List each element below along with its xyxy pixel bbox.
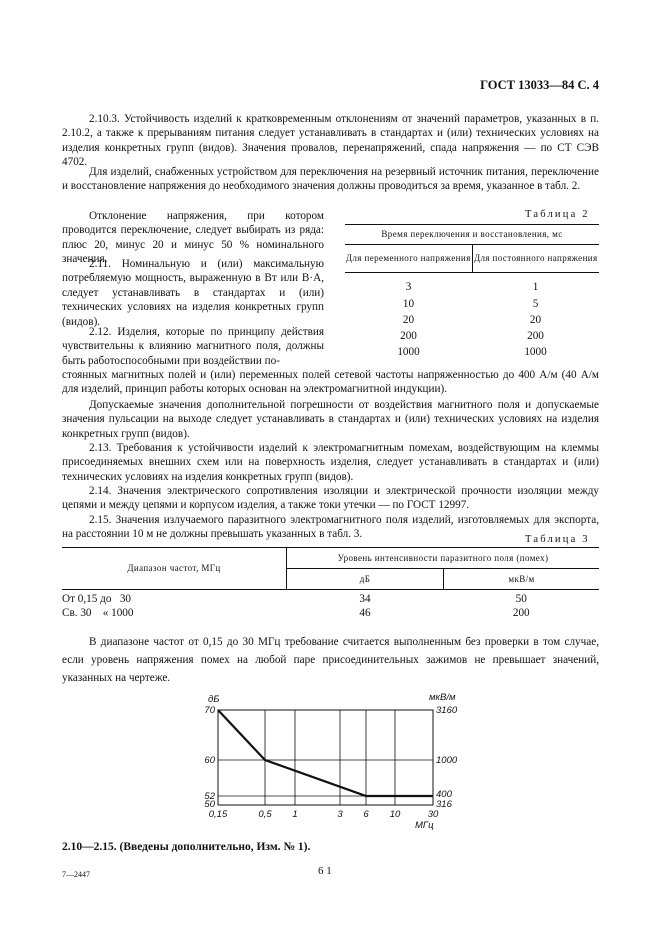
paragraph-reserve-source: Для изделий, снабженных устройством для переключения на резервный источник питания, переключение и восстановление напряжения до необходимого значения должны проводиться за время, указанное в табл. 2. (62, 166, 599, 193)
table2-cell: 3 (405, 280, 412, 293)
table2-cell: 1000 (397, 345, 420, 358)
page-number: 6 1 (318, 865, 332, 877)
table2-cell: 10 (402, 297, 415, 310)
table2-cell: 200 (400, 329, 417, 342)
table3-freq-cell: От 0,15 до 30 (62, 593, 132, 605)
table2-col-ac: Для переменного напряжения (345, 245, 472, 273)
table3-uv-cell: 50 (515, 593, 527, 605)
page-header: ГОСТ 13033—84 С. 4 (480, 78, 599, 92)
table3-db-cell: 46 (359, 607, 371, 620)
y-left-tick-label: 60 (204, 755, 215, 766)
paragraph-magnetic-errors: Допускаемые значения дополнительной погрешности от воздействия магнитного поля и допускаемые значения пульсации на выходе следует устанавливать в стандартах и (или) технических условиях на изделия конкретных групп (видов). (62, 399, 599, 440)
footer-code: 7—2447 (62, 870, 90, 879)
x-tick-label: 0,5 (258, 809, 272, 820)
paragraph-2-14: 2.14. Значения электрического сопротивления изоляции и электрической прочности изоляции между цепями и между цепями и корпусом изделия, а также токи утечки — по ГОСТ 12997. (62, 485, 599, 512)
paragraph-2-10-3: 2.10.3. Устойчивость изделий к кратковременным отклонениям от значений параметров, указанных в п. 2.10.2, а также к прерываниям питания следует устанавливать в стандартах и (или) технических условиях на изделия конкретных групп (видов). Значения провалов, перенапряжений, спада напряжения — по СТ СЭВ 4702. (62, 113, 599, 169)
x-axis-label: МГц (415, 820, 434, 830)
table2-cell: 5 (532, 297, 539, 310)
y-right-tick-label: 400 (436, 789, 452, 800)
interference-chart (190, 690, 480, 830)
y-right-tick-label: 3160 (436, 705, 458, 716)
table2-cell: 20 (529, 313, 542, 326)
y-right-tick-label: 316 (436, 799, 452, 810)
y-right-axis-label: мкВ/м (429, 692, 456, 703)
y-right-tick-label: 1000 (436, 755, 458, 766)
paragraph-2-12-end: стоянных магнитных полей и (или) переменных полей сетевой частоты напряженностью до 400 А/м (40 А/м для изделий, принцип работы которых основан на электромагнитной индукции). (62, 369, 599, 396)
table2-cell: 200 (527, 329, 544, 342)
x-tick-label: 3 (337, 809, 343, 820)
table3-db-cell: 34 (359, 593, 371, 605)
x-tick-label: 30 (427, 809, 439, 820)
table3-uv-cell: 200 (512, 607, 530, 620)
paragraph-2-13: 2.13. Требования к устойчивости изделий к электромагнитным помехам, воздействующим на клеммы присоединяемых внешних схем или на поверхность изделия, следует устанавливать в стандартах и (или) технических условиях на изделия конкретных групп (видов). (62, 442, 599, 483)
table2-title: Время переключения и восстановления, мс (381, 229, 563, 239)
table3-caption: Таблица 3 (525, 534, 590, 545)
paragraph-2-15: 2.15. Значения излучаемого паразитного электромагнитного поля изделий, изготовляемых для экспорта, на расстоянии 10 м не должны превышать указанных в табл. 3. (62, 514, 599, 541)
paragraph-deviation: Отклонение напряжения, при котором проводится переключение, следует выбирать из ряда: плюс 20, минус 20 и минус 50 % номинального значения. (62, 210, 324, 266)
y-left-tick-label: 50 (204, 799, 215, 810)
table3-col-uv: мкВ/м (508, 573, 535, 584)
paragraph-2-11: 2.11. Номинальную и (или) максимальную потребляемую мощность, выраженную в Вт или В·А, следует устанавливать в стандартах и (или) технических условиях на изделия конкретных групп (видов). (62, 258, 324, 328)
paragraph-frequency-range: В диапазоне частот от 0,15 до 30 МГц требование считается выполненным без проверки в том случае, если уровень напряжения помех на любой паре присоединительных зажимов не превышает значений, указанных на чертеже. (62, 636, 599, 684)
table2-cell: 20 (402, 313, 415, 326)
y-left-axis-label: дБ (208, 694, 220, 705)
table2-col-dc: Для постоянного напряжения (473, 253, 598, 263)
table2 (345, 224, 599, 360)
table3-col-level: Уровень интенсивности паразитного поля (помех) (287, 548, 600, 569)
amendment-text: 2.10—2.15. (Введены дополнительно, Изм. № 1). (62, 841, 311, 853)
table3-col-db: дБ (287, 569, 444, 590)
chart-series-line (218, 710, 433, 796)
table3-freq-cell: Св. 30 « 1000 (62, 607, 134, 620)
x-tick-label: 1 (292, 809, 298, 820)
table3 (62, 547, 599, 621)
x-tick-label: 6 (363, 809, 369, 820)
x-tick-label: 10 (389, 809, 401, 820)
table2-caption: Таблица 2 (525, 209, 590, 220)
table3-col-freq: Диапазон частот, МГц (62, 548, 287, 590)
table2-cell: 1000 (524, 345, 547, 358)
x-tick-label: 0,15 (208, 809, 228, 820)
amendment-note (62, 840, 310, 854)
y-left-tick-label: 70 (204, 705, 215, 716)
y-left-tick-label: 52 (204, 791, 215, 802)
paragraph-2-12-start: 2.12. Изделия, которые по принципу действия чувствительны к влиянию магнитного поля, должны быть работоспособными при воздействии по- (62, 326, 324, 367)
table2-cell: 1 (532, 280, 539, 293)
